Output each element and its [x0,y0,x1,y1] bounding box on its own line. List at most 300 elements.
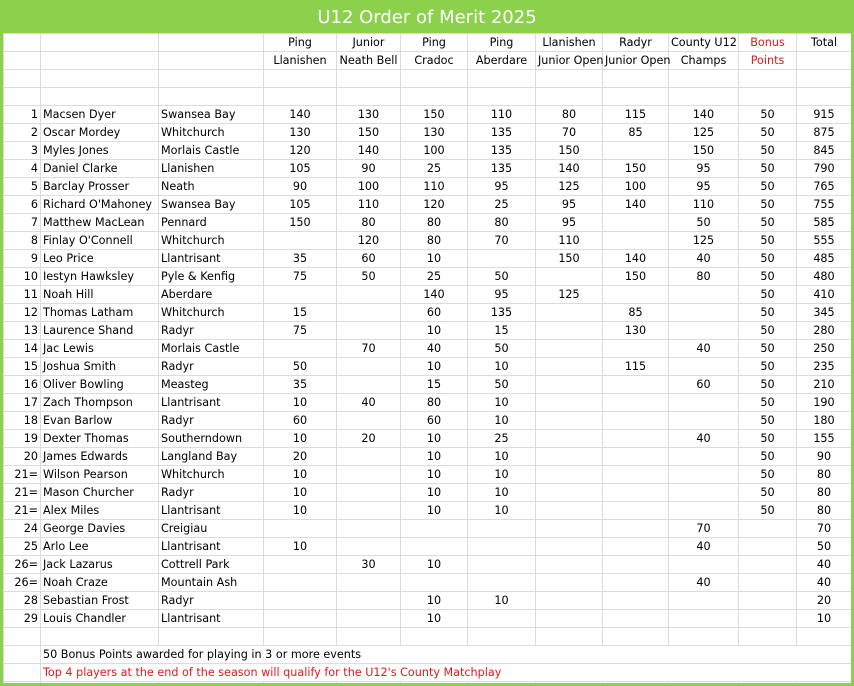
cell-llanishen-junior-open[interactable] [536,322,603,340]
cell-ping-cradoc[interactable]: 10 [401,502,468,520]
cell-ping-llanishen[interactable]: 20 [264,448,337,466]
cell-county-u12-champs[interactable]: 80 [669,268,739,286]
cell-ping-aberdare[interactable]: 10 [468,448,536,466]
cell-bonus-points[interactable]: 50 [739,412,797,430]
cell-llanishen-junior-open[interactable] [536,520,603,538]
cell-county-u12-champs[interactable]: 95 [669,178,739,196]
cell-player[interactable]: Alex Miles [41,502,159,520]
cell-ping-aberdare[interactable]: 10 [468,394,536,412]
cell-ping-llanishen[interactable] [264,286,337,304]
cell-bonus-points[interactable]: 50 [739,322,797,340]
cell-bonus-points[interactable] [739,520,797,538]
cell-ping-cradoc[interactable]: 10 [401,322,468,340]
cell-player[interactable]: Noah Hill [41,286,159,304]
cell-junior-neath-bell[interactable]: 70 [337,340,401,358]
empty-cell[interactable] [159,70,264,88]
cell-bonus-points[interactable]: 50 [739,232,797,250]
cell-player[interactable]: Wilson Pearson [41,466,159,484]
cell-ping-aberdare[interactable] [468,538,536,556]
cell-bonus-points[interactable]: 50 [739,448,797,466]
cell-junior-neath-bell[interactable] [337,304,401,322]
cell-ping-cradoc[interactable]: 10 [401,592,468,610]
cell-bonus-points[interactable] [739,556,797,574]
empty-cell[interactable] [337,70,401,88]
cell-club[interactable]: Swansea Bay [159,106,264,124]
cell-player[interactable]: Joshua Smith [41,358,159,376]
cell-player[interactable]: Noah Craze [41,574,159,592]
cell-radyr-junior-open[interactable] [603,286,669,304]
cell-total[interactable]: 585 [797,214,852,232]
cell-ping-aberdare[interactable] [468,250,536,268]
cell-ping-cradoc[interactable]: 10 [401,466,468,484]
cell-junior-neath-bell[interactable]: 50 [337,268,401,286]
cell-player[interactable]: Laurence Shand [41,322,159,340]
cell-ping-cradoc[interactable]: 10 [401,484,468,502]
empty-cell[interactable] [468,70,536,88]
empty-cell[interactable] [669,88,739,106]
cell-rank[interactable]: 26= [4,556,41,574]
cell-bonus-points[interactable]: 50 [739,160,797,178]
cell-county-u12-champs[interactable] [669,448,739,466]
cell-total[interactable]: 410 [797,286,852,304]
cell-ping-aberdare[interactable]: 10 [468,592,536,610]
cell-ping-cradoc[interactable] [401,574,468,592]
cell-rank[interactable]: 6 [4,196,41,214]
empty-cell[interactable] [337,628,401,646]
cell-player[interactable]: Richard O'Mahoney [41,196,159,214]
cell-llanishen-junior-open[interactable]: 95 [536,214,603,232]
cell-junior-neath-bell[interactable]: 20 [337,430,401,448]
header2-player[interactable] [41,52,159,70]
cell-club[interactable]: Morlais Castle [159,142,264,160]
cell-ping-llanishen[interactable] [264,340,337,358]
cell-bonus-points[interactable]: 50 [739,502,797,520]
cell-ping-aberdare[interactable]: 10 [468,502,536,520]
cell-ping-aberdare[interactable]: 135 [468,160,536,178]
header-llanishen-junior-open[interactable]: Llanishen [536,34,603,52]
cell-junior-neath-bell[interactable]: 110 [337,196,401,214]
cell-junior-neath-bell[interactable] [337,574,401,592]
cell-total[interactable]: 790 [797,160,852,178]
cell-junior-neath-bell[interactable] [337,592,401,610]
cell-junior-neath-bell[interactable]: 30 [337,556,401,574]
header2-ping-aberdare[interactable]: Aberdare [468,52,536,70]
cell-rank[interactable]: 15 [4,358,41,376]
cell-total[interactable]: 755 [797,196,852,214]
cell-llanishen-junior-open[interactable]: 125 [536,286,603,304]
empty-cell[interactable] [797,682,852,686]
cell-ping-llanishen[interactable]: 35 [264,376,337,394]
cell-county-u12-champs[interactable] [669,358,739,376]
cell-player[interactable]: Dexter Thomas [41,430,159,448]
cell-junior-neath-bell[interactable]: 120 [337,232,401,250]
cell-rank[interactable]: 1 [4,106,41,124]
cell-ping-llanishen[interactable]: 15 [264,304,337,322]
cell-club[interactable]: Mountain Ash [159,574,264,592]
cell-player[interactable]: Louis Chandler [41,610,159,628]
empty-cell[interactable] [603,88,669,106]
cell-ping-llanishen[interactable] [264,610,337,628]
cell-total[interactable]: 90 [797,448,852,466]
cell-county-u12-champs[interactable]: 40 [669,574,739,592]
cell-player[interactable]: Jack Lazarus [41,556,159,574]
cell-club[interactable]: Southerndown [159,430,264,448]
cell-total[interactable]: 845 [797,142,852,160]
cell-county-u12-champs[interactable]: 140 [669,106,739,124]
cell-total[interactable]: 210 [797,376,852,394]
cell-rank[interactable]: 10 [4,268,41,286]
cell-player[interactable]: Macsen Dyer [41,106,159,124]
cell-club[interactable]: Whitchurch [159,466,264,484]
cell-junior-neath-bell[interactable]: 80 [337,214,401,232]
cell-ping-aberdare[interactable]: 135 [468,304,536,322]
cell-club[interactable]: Radyr [159,358,264,376]
header2-club[interactable] [159,52,264,70]
cell-ping-cradoc[interactable]: 10 [401,556,468,574]
cell-rank[interactable]: 26= [4,574,41,592]
cell-radyr-junior-open[interactable] [603,502,669,520]
cell-radyr-junior-open[interactable] [603,448,669,466]
cell-junior-neath-bell[interactable] [337,286,401,304]
cell-llanishen-junior-open[interactable] [536,484,603,502]
cell-county-u12-champs[interactable] [669,286,739,304]
empty-cell[interactable] [739,682,797,686]
header-club[interactable] [159,34,264,52]
cell-rank[interactable]: 14 [4,340,41,358]
cell-ping-llanishen[interactable] [264,556,337,574]
cell-player[interactable]: Sebastian Frost [41,592,159,610]
empty-cell[interactable] [41,628,159,646]
cell-club[interactable]: Creigiau [159,520,264,538]
empty-cell[interactable] [603,628,669,646]
cell-ping-cradoc[interactable]: 10 [401,430,468,448]
cell-county-u12-champs[interactable] [669,484,739,502]
cell-bonus-points[interactable] [739,538,797,556]
cell-bonus-points[interactable]: 50 [739,466,797,484]
cell-total[interactable]: 235 [797,358,852,376]
cell-radyr-junior-open[interactable] [603,610,669,628]
cell-ping-llanishen[interactable] [264,232,337,250]
cell-total[interactable]: 875 [797,124,852,142]
empty-cell[interactable] [739,70,797,88]
cell-llanishen-junior-open[interactable] [536,376,603,394]
cell-ping-aberdare[interactable]: 95 [468,178,536,196]
cell-county-u12-champs[interactable]: 150 [669,142,739,160]
cell-rank[interactable]: 7 [4,214,41,232]
cell-rank[interactable]: 28 [4,592,41,610]
cell-radyr-junior-open[interactable] [603,538,669,556]
cell-bonus-points[interactable] [739,592,797,610]
cell-county-u12-champs[interactable]: 110 [669,196,739,214]
cell-county-u12-champs[interactable] [669,610,739,628]
header2-total[interactable] [797,52,852,70]
cell-total[interactable]: 280 [797,322,852,340]
cell-club[interactable]: Whitchurch [159,232,264,250]
cell-player[interactable]: James Edwards [41,448,159,466]
cell-club[interactable]: Cottrell Park [159,556,264,574]
cell-ping-aberdare[interactable] [468,574,536,592]
cell-radyr-junior-open[interactable] [603,520,669,538]
cell-player[interactable]: Daniel Clarke [41,160,159,178]
cell-rank[interactable]: 21= [4,466,41,484]
cell-club[interactable]: Llantrisant [159,502,264,520]
cell-ping-aberdare[interactable]: 135 [468,124,536,142]
cell-county-u12-champs[interactable]: 40 [669,538,739,556]
cell-ping-llanishen[interactable]: 10 [264,502,337,520]
cell-county-u12-champs[interactable] [669,394,739,412]
cell-total[interactable]: 180 [797,412,852,430]
cell-junior-neath-bell[interactable] [337,358,401,376]
cell-county-u12-champs[interactable] [669,592,739,610]
cell-club[interactable]: Langland Bay [159,448,264,466]
cell-rank[interactable]: 21= [4,502,41,520]
cell-county-u12-champs[interactable] [669,412,739,430]
cell-radyr-junior-open[interactable]: 150 [603,268,669,286]
header-total[interactable]: Total [797,34,852,52]
cell-bonus-points[interactable]: 50 [739,358,797,376]
cell-junior-neath-bell[interactable]: 130 [337,106,401,124]
cell-junior-neath-bell[interactable]: 100 [337,178,401,196]
cell-county-u12-champs[interactable]: 70 [669,520,739,538]
cell-llanishen-junior-open[interactable] [536,430,603,448]
cell-total[interactable]: 250 [797,340,852,358]
cell-rank[interactable]: 17 [4,394,41,412]
cell-player[interactable]: Mason Churcher [41,484,159,502]
cell-total[interactable]: 10 [797,610,852,628]
cell-ping-cradoc[interactable]: 100 [401,142,468,160]
empty-cell[interactable] [41,70,159,88]
cell-junior-neath-bell[interactable] [337,322,401,340]
cell-ping-llanishen[interactable]: 105 [264,196,337,214]
empty-cell[interactable] [264,70,337,88]
cell-radyr-junior-open[interactable] [603,556,669,574]
cell-ping-aberdare[interactable]: 110 [468,106,536,124]
cell-radyr-junior-open[interactable]: 150 [603,160,669,178]
cell-rank[interactable]: 24 [4,520,41,538]
empty-cell[interactable] [401,682,468,686]
cell-bonus-points[interactable]: 50 [739,376,797,394]
cell-total[interactable]: 80 [797,502,852,520]
cell-llanishen-junior-open[interactable]: 80 [536,106,603,124]
header-county-u12-champs[interactable]: County U12 [669,34,739,52]
empty-cell[interactable] [603,682,669,686]
cell-ping-llanishen[interactable]: 75 [264,322,337,340]
empty-cell[interactable] [4,628,41,646]
cell-ping-llanishen[interactable]: 75 [264,268,337,286]
cell-llanishen-junior-open[interactable] [536,610,603,628]
cell-rank[interactable]: 25 [4,538,41,556]
cell-bonus-points[interactable]: 50 [739,142,797,160]
cell-player[interactable]: Leo Price [41,250,159,268]
cell-ping-llanishen[interactable]: 10 [264,466,337,484]
empty-cell[interactable] [797,70,852,88]
cell-ping-llanishen[interactable]: 60 [264,412,337,430]
header-ping-aberdare[interactable]: Ping [468,34,536,52]
cell-ping-cradoc[interactable]: 130 [401,124,468,142]
cell-ping-llanishen[interactable]: 35 [264,250,337,268]
cell-county-u12-champs[interactable]: 125 [669,124,739,142]
empty-cell[interactable] [536,628,603,646]
cell-junior-neath-bell[interactable] [337,484,401,502]
cell-ping-aberdare[interactable]: 50 [468,340,536,358]
cell-total[interactable]: 70 [797,520,852,538]
cell-player[interactable]: Myles Jones [41,142,159,160]
cell-club[interactable]: Neath [159,178,264,196]
cell-total[interactable]: 80 [797,484,852,502]
cell-llanishen-junior-open[interactable] [536,340,603,358]
cell-bonus-points[interactable]: 50 [739,430,797,448]
cell-junior-neath-bell[interactable] [337,448,401,466]
cell-llanishen-junior-open[interactable]: 70 [536,124,603,142]
cell-ping-llanishen[interactable] [264,592,337,610]
cell-county-u12-champs[interactable]: 50 [669,214,739,232]
header-radyr-junior-open[interactable]: Radyr [603,34,669,52]
cell-bonus-points[interactable]: 50 [739,394,797,412]
cell-radyr-junior-open[interactable]: 115 [603,358,669,376]
cell-ping-llanishen[interactable]: 105 [264,160,337,178]
empty-cell[interactable] [4,664,41,682]
cell-rank[interactable]: 19 [4,430,41,448]
cell-junior-neath-bell[interactable]: 40 [337,394,401,412]
cell-club[interactable]: Measteg [159,376,264,394]
cell-junior-neath-bell[interactable] [337,610,401,628]
cell-ping-cradoc[interactable]: 80 [401,394,468,412]
cell-player[interactable]: Jac Lewis [41,340,159,358]
cell-total[interactable]: 20 [797,592,852,610]
cell-rank[interactable]: 29 [4,610,41,628]
header2-radyr-junior-open[interactable]: Junior Open [603,52,669,70]
empty-cell[interactable] [468,88,536,106]
cell-bonus-points[interactable]: 50 [739,250,797,268]
cell-ping-cradoc[interactable]: 10 [401,250,468,268]
header2-bonus-points[interactable]: Points [739,52,797,70]
empty-cell[interactable] [41,88,159,106]
cell-llanishen-junior-open[interactable]: 150 [536,142,603,160]
cell-llanishen-junior-open[interactable] [536,574,603,592]
empty-cell[interactable] [401,70,468,88]
cell-club[interactable]: Swansea Bay [159,196,264,214]
empty-cell[interactable] [4,682,41,686]
cell-ping-aberdare[interactable]: 25 [468,430,536,448]
cell-llanishen-junior-open[interactable] [536,268,603,286]
cell-llanishen-junior-open[interactable] [536,448,603,466]
cell-bonus-points[interactable]: 50 [739,106,797,124]
cell-player[interactable]: Zach Thompson [41,394,159,412]
cell-club[interactable]: Radyr [159,322,264,340]
cell-ping-llanishen[interactable]: 10 [264,538,337,556]
cell-club[interactable]: Aberdare [159,286,264,304]
cell-total[interactable]: 765 [797,178,852,196]
cell-ping-cradoc[interactable]: 60 [401,304,468,322]
empty-cell[interactable] [337,682,401,686]
empty-cell[interactable] [159,628,264,646]
cell-llanishen-junior-open[interactable]: 110 [536,232,603,250]
cell-rank[interactable]: 9 [4,250,41,268]
cell-club[interactable]: Radyr [159,412,264,430]
cell-llanishen-junior-open[interactable] [536,556,603,574]
cell-total[interactable]: 345 [797,304,852,322]
cell-ping-llanishen[interactable]: 130 [264,124,337,142]
cell-total[interactable]: 555 [797,232,852,250]
header-ping-llanishen[interactable]: Ping [264,34,337,52]
empty-cell[interactable] [536,88,603,106]
cell-llanishen-junior-open[interactable] [536,592,603,610]
empty-cell[interactable] [264,88,337,106]
cell-llanishen-junior-open[interactable] [536,394,603,412]
cell-radyr-junior-open[interactable] [603,142,669,160]
cell-bonus-points[interactable]: 50 [739,178,797,196]
cell-bonus-points[interactable]: 50 [739,340,797,358]
cell-total[interactable]: 155 [797,430,852,448]
cell-ping-cradoc[interactable]: 25 [401,160,468,178]
cell-county-u12-champs[interactable] [669,556,739,574]
header-rank[interactable] [4,34,41,52]
cell-club[interactable]: Morlais Castle [159,340,264,358]
cell-ping-aberdare[interactable]: 25 [468,196,536,214]
cell-rank[interactable]: 2 [4,124,41,142]
cell-ping-aberdare[interactable]: 15 [468,322,536,340]
empty-cell[interactable] [159,682,264,686]
cell-junior-neath-bell[interactable] [337,520,401,538]
empty-cell[interactable] [468,628,536,646]
cell-ping-cradoc[interactable] [401,538,468,556]
cell-club[interactable]: Radyr [159,484,264,502]
cell-bonus-points[interactable]: 50 [739,214,797,232]
cell-rank[interactable]: 3 [4,142,41,160]
cell-player[interactable]: Finlay O'Connell [41,232,159,250]
cell-ping-llanishen[interactable]: 90 [264,178,337,196]
cell-total[interactable]: 915 [797,106,852,124]
empty-cell[interactable] [739,88,797,106]
cell-ping-llanishen[interactable]: 10 [264,430,337,448]
cell-rank[interactable]: 5 [4,178,41,196]
cell-ping-aberdare[interactable]: 80 [468,214,536,232]
cell-club[interactable]: Llantrisant [159,250,264,268]
cell-rank[interactable]: 18 [4,412,41,430]
cell-junior-neath-bell[interactable]: 140 [337,142,401,160]
cell-llanishen-junior-open[interactable] [536,304,603,322]
header2-ping-cradoc[interactable]: Cradoc [401,52,468,70]
cell-radyr-junior-open[interactable] [603,430,669,448]
cell-total[interactable]: 40 [797,556,852,574]
cell-bonus-points[interactable]: 50 [739,196,797,214]
cell-llanishen-junior-open[interactable] [536,538,603,556]
cell-rank[interactable]: 12 [4,304,41,322]
cell-player[interactable]: Arlo Lee [41,538,159,556]
cell-rank[interactable]: 16 [4,376,41,394]
cell-llanishen-junior-open[interactable]: 140 [536,160,603,178]
cell-rank[interactable]: 4 [4,160,41,178]
empty-cell[interactable] [536,682,603,686]
cell-ping-aberdare[interactable] [468,520,536,538]
cell-ping-cradoc[interactable]: 80 [401,232,468,250]
cell-total[interactable]: 50 [797,538,852,556]
cell-ping-aberdare[interactable]: 50 [468,268,536,286]
cell-player[interactable]: Barclay Prosser [41,178,159,196]
cell-county-u12-champs[interactable]: 40 [669,250,739,268]
empty-cell[interactable] [669,70,739,88]
cell-bonus-points[interactable]: 50 [739,484,797,502]
header2-junior-neath-bell[interactable]: Neath Bell [337,52,401,70]
cell-ping-cradoc[interactable]: 80 [401,214,468,232]
cell-club[interactable]: Pennard [159,214,264,232]
cell-ping-aberdare[interactable]: 70 [468,232,536,250]
cell-total[interactable]: 485 [797,250,852,268]
cell-ping-aberdare[interactable]: 95 [468,286,536,304]
cell-ping-aberdare[interactable]: 50 [468,376,536,394]
cell-ping-llanishen[interactable]: 50 [264,358,337,376]
cell-county-u12-champs[interactable]: 40 [669,340,739,358]
